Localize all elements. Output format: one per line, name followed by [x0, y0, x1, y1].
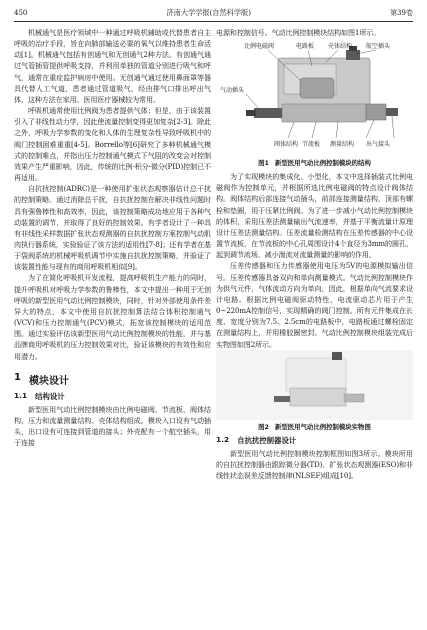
intro-paragraph-1: 机械通气是医疗领域中一种通过呼吸机辅助或代替患者自主呼吸的治疗手段，旨在向肺部输送必要的氧气以维持患者生命活动[1]。机械通气包括有创通气和无创通气2种方法。有创通气通过气管插管提供呼吸支持，并利用单独的管道分别进行吸气和呼气，通常在重症监护病房中使用。无创通气通过使用鼻面罩等器具代替人工气道，患者通过管道吸气，经由排气口排出呼出气体，这种方法在家用、医用医疗器械较为常用。: [14, 28, 211, 104]
subsection-heading: [14, 391, 211, 402]
aviation-plug-shape: [346, 50, 360, 60]
figure-2: [216, 350, 413, 431]
right-column: [216, 27, 413, 481]
sensor-paragraph: 压差传感器和压力传感器使用电压为5V的电源模拟输出信号。压差传感器具备双向和单向测量模式。气动比例控制模块作为供气元件，气体流动方向为单向，因此，根据单向气流要求设计电路。根据比例电磁阀驱动特性，电流驱动芯片用于产生0~220mA控制信号，实现精确的阀门控制。所有元件集成在长度、宽度分别为7.5、2.5cm的电路板中，电路板通过螺栓固定在测量结构上，并用橡胶圈密封。气动比例控制模块组装完成后实物图如图2所示。: [216, 261, 413, 349]
journal-title: 济南大学学报(自然科学版): [166, 8, 252, 17]
label-pneumatic-plug: 气动插头: [220, 87, 245, 95]
continuation-paragraph: 电源和控制信号。气动比例控制模块结构如图1所示。: [216, 28, 381, 37]
module-inlet-shape: [274, 396, 290, 402]
page-number: 450: [14, 9, 28, 17]
section-heading: [14, 372, 211, 387]
label-proportional-valve: 比例电磁阀: [244, 43, 275, 51]
section-number: 1: [14, 371, 21, 383]
module-photo: [216, 350, 413, 420]
figure-1-title: 新型医用气动比例控制模块的结构: [274, 159, 371, 168]
pneumatic-plug-tip: [246, 110, 256, 116]
figure-2-caption: [216, 422, 413, 431]
left-column: [14, 27, 211, 448]
label-circuit-board: 电路板: [296, 43, 315, 51]
module-connector-shape: [332, 352, 342, 360]
figure-1-caption: [216, 158, 413, 167]
adrc-paragraph: 新型医用气动比例控制模块控制框图如图3所示。模块所用的自抗扰控制器由跟踪微分器(TD)、扩张状态观测器(ESO)和非线性状态误差反馈控制律(NLSEF)组成[10]。: [216, 448, 413, 480]
valve-shape: [300, 78, 334, 98]
subsection-title-adrc: 自抗扰控制器设计: [237, 435, 297, 445]
intro-paragraph-4: 为了在简化呼吸机开发流程，提高呼吸机生产能力的同时，提升呼吸机对呼吸力学参数的鲁棒性，本文中提出一种用于无创呼吸的新型医用气动比例控制模块，同时，针对外部使用条件差异大的特点，本文中使用自抗扰控制算法结合体积控制通气(VCV)和压力控制通气(PCV)模式，拓宽该控制模块的适用范围。通过实验评估该新型医用气动比例控制模块的性能，并与基品牌商用呼吸机的压力控制效果对比，验证该模块的有效性和应用潜力。: [14, 273, 211, 361]
structure-detail-paragraph: 为了实现模块的集成化、小型化，本文中选择插装式比例电磁阀作为控制单元，并根据所选比例电磁阀的特点设计阀体结构。阀体结构后部连接气动插头，前部连接测量结构，顶部有螺栓和垫圈，用于压紧比例阀。为了进一步减小气动比例控制模块的体积，采用压差法测量输出气流速率，并基于平衡流量计原理设计压差法测量结构。压差流量检测结构在压差传感器的中心设置节流板，在节流板的中心孔周围设计4个直径为3mm的圆孔，起到调节流场、减小湍流对流量测量的影响的作用。: [216, 172, 413, 260]
figure-1: [216, 38, 413, 167]
outlet-connector-shape: [386, 108, 398, 116]
figure-2-number: 图2: [258, 422, 269, 431]
module-cover-shape: [286, 358, 346, 392]
pneumatic-plug-shape: [254, 108, 282, 118]
label-aviation-plug: 航空插头: [366, 43, 391, 51]
volume-label: 第39卷: [390, 9, 413, 17]
subsection-title: 结构设计: [35, 391, 65, 401]
valve-body-shape: [282, 104, 366, 122]
subsection-number-adrc: 1.2: [216, 434, 230, 444]
module-structure-diagram: [216, 38, 413, 156]
label-valve-body: 阀体结构: [274, 141, 299, 149]
running-header: [14, 6, 413, 22]
intro-paragraph-3: 自抗扰控制(ADRC)是一种使用扩张状态观察器估计总干扰的控制策略。通过消除总干扰，自抗扰控制在解决非线性问题时具有强鲁棒性和高效率，因此，该控制策略成功地应用于各种气动装置的调节，并取得了良好的控制效果。有学者设计了一种具有非线性采样数据扩张状态观测器的自抗扰控制方案控制气动肌肉执行器系统，实验验证了该方法的适用性[7-8]；还有学者在基于袋阀系统的机械呼吸机调节中实施自抗扰控制策略，并验证了该装置性能与现有的商用呼吸机相似[9]。: [14, 184, 211, 272]
subsection-number: 1.1: [14, 390, 28, 400]
label-sensor-structure: 测量结构: [330, 141, 355, 149]
module-outlet-shape: [344, 394, 364, 402]
label-outlet-connector: 出气接头: [366, 141, 391, 149]
figure-1-number: 图1: [258, 159, 269, 168]
sensor-structure-shape: [366, 104, 386, 120]
subsection-heading-adrc: [216, 435, 413, 446]
label-housing: 壳体结构: [328, 43, 353, 51]
structure-paragraph: 新型医用气动比例控制模块由比例电磁阀、节流板、阀体结构、压力和流量测量结构、壳体结构组成。模块入口设有气动插头，出口设有可连接到管道的接头；外壳配有一个航空插头，用于连接: [14, 404, 211, 448]
figure-2-title: 新型医用气动比例控制模块实物图: [274, 422, 371, 431]
section-title: 模块设计: [28, 375, 69, 387]
module-base-shape: [290, 388, 346, 406]
label-throttle-plate: 节流板: [302, 141, 321, 149]
intro-paragraph-2: 呼吸机通常使用比例阀为患者提供气体；但是，由于该装置引入了非线性动力学，因此使流量控制变得更加复杂[2-3]。除此之外，呼吸力学参数的变化和人体的生理复杂性导致呼吸机中的阀门控制困难重重[4-5]。Borrello等[6]研究了多种机械通气模式的控制难点，并指出压力控制通气模式下气阻的改变会对控制效果产生严重影响，因此，传统的比例-积分-微分(PID)控制已不再适用。: [14, 106, 211, 183]
